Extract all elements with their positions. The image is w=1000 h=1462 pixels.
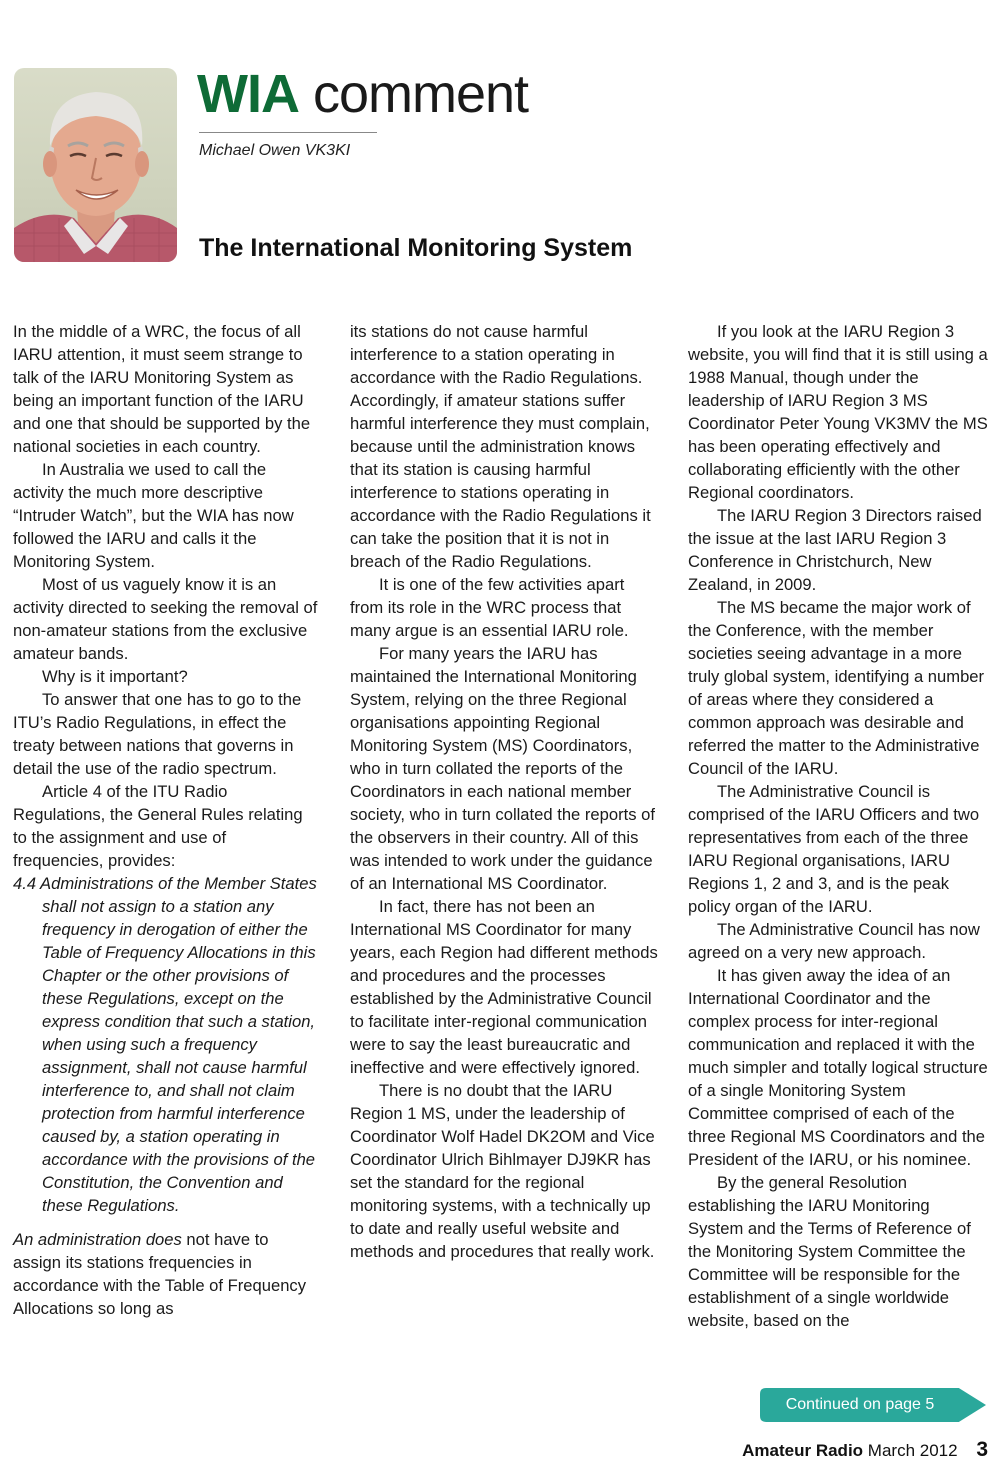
regulation-quote: 4.4 Administrations of the Member States shall not assign to a station any frequency in derogation of either the Table of Frequency Allocations in this Chapter or the other provisions of these Regulations, except on the express condition that such a station, when using such a frequency assignment, shall not cause harmful interference to, and shall not claim protection from harmful interference caused by, a station operating in accordance with the provisions of the Constitution, the Convention and these Regulations. <box>13 874 317 1215</box>
paragraph: Article 4 of the ITU Radio Regulations, the General Rules relating to the assignment and use of frequencies, provides: <box>13 782 303 870</box>
magazine-name: Amateur Radio <box>742 1441 864 1460</box>
paragraph: its stations do not cause harmful interference to a station operating in accordance with the Radio Regulations. Accordingly, if amateur stations suffer harmful interference they must complain, because until the administration knows that its station is causing harmful interference to stations operating in accordance with the Radio Regulations it can take the position that it is not in breach of the Radio Regulations. <box>350 322 651 571</box>
page-footer <box>742 1438 988 1462</box>
paragraph: If you look at the IARU Region 3 website, you will find that it is still using a 1988 Manual, though under the leadership of IARU Region 3 MS Coordinator Peter Young VK3MV the MS has been operating effectively and collaborating efficiently with the other Regional coordinators. <box>688 322 988 502</box>
paragraph-rest: not have to assign its stations frequencies in accordance with the Table of Frequency Allocations so long as <box>13 1230 307 1318</box>
paragraph: The Administrative Council has now agreed on a very new approach. <box>688 920 980 962</box>
text-column-1 <box>13 320 321 1320</box>
paragraph: It is one of the few activities apart from its role in the WRC process that many argue is an essential IARU role. <box>350 575 629 640</box>
paragraph: Why is it important? <box>42 667 188 686</box>
paragraph <box>13 1228 321 1320</box>
continued-link[interactable] <box>760 1388 988 1422</box>
author-byline: Michael Owen VK3KI <box>199 142 351 159</box>
paragraph: The Administrative Council is comprised of the IARU Officers and two representatives from each of the three IARU Regional organisations, IARU Regions 1, 2 and 3, and is the peak policy organ of the IARU. <box>688 782 980 916</box>
continued-label: Continued on page 5 <box>785 1396 935 1413</box>
paragraph: The IARU Region 3 Directors raised the issue at the last IARU Region 3 Conference in Christchurch, New Zealand, in 2009. <box>688 506 982 594</box>
author-photo <box>14 68 177 262</box>
paragraph: For many years the IARU has maintained the International Monitoring System, relying on the three Regional organisations appointing Regional Monitoring System (MS) Coordinators, who in turn collated the reports of the Coordinators in each national member society, who in turn collated the reports of the observers in their country. All of this was intended to work under the guidance of an International MS Coordinator. <box>350 644 655 893</box>
paragraph: In Australia we used to call the activity the much more descriptive “Intruder Watch”, but the WIA has now followed the IARU and calls it the Monitoring System. <box>13 460 294 571</box>
author-portrait-image <box>14 68 177 262</box>
article-title: The International Monitoring System <box>199 234 633 262</box>
text-column-3 <box>688 320 988 1332</box>
text-column-2 <box>350 320 658 1263</box>
paragraph: To answer that one has to go to the ITU’s Radio Regulations, in effect the treaty between nations that governs in detail the use of the radio spectrum. <box>13 690 302 778</box>
column-heading <box>197 58 528 130</box>
paragraph: Most of us vaguely know it is an activity directed to seeking the removal of non-amateur stations from the exclusive amateur bands. <box>13 575 318 663</box>
paragraph: In fact, there has not been an International MS Coordinator for many years, each Region had different methods and procedures and the processes established by the Administrative Council to facilitate inter-regional communication were to say the least bureaucratic and ineffective and were effectively ignored. <box>350 897 658 1077</box>
paragraph: It has given away the idea of an International Coordinator and the complex process for inter-regional communication and replaced it with the much simpler and totally logical structure of a single Monitoring System Committee comprised of each of the three Regional MS Coordinators and the President of the IARU, or his nominee. <box>688 966 988 1169</box>
column-heading-word: comment <box>312 64 529 124</box>
paragraph: The MS became the major work of the Conference, with the member societies seeing advantage in a more truly global system, identifying a number of areas where they considered a common approach was desirable and referred the matter to the Administrative Council of the IARU. <box>688 598 985 778</box>
heading-divider <box>199 132 377 133</box>
paragraph-italic-lead: An administration does <box>13 1230 182 1249</box>
issue-date: March 2012 <box>867 1441 958 1460</box>
paragraph: In the middle of a WRC, the focus of all IARU attention, it must seem strange to talk of the IARU Monitoring System as being an important function of the IARU and one that should be supported by the national societies in each country. <box>13 322 311 456</box>
paragraph: By the general Resolution establishing the IARU Monitoring System and the Terms of Reference of the Monitoring System Committee the Committee will be responsible for the establishment of a single worldwide website, based on the <box>688 1173 971 1330</box>
column-heading-brand: WIA <box>197 64 299 124</box>
paragraph: There is no doubt that the IARU Region 1 MS, under the leadership of Coordinator Wolf Hadel DK2OM and Vice Coordinator Ulrich Bihlmayer DJ9KR has set the standard for the regional monitoring systems, with a technically up to date and really useful website and methods and procedures that really work. <box>350 1081 655 1261</box>
page-number: 3 <box>976 1438 988 1461</box>
